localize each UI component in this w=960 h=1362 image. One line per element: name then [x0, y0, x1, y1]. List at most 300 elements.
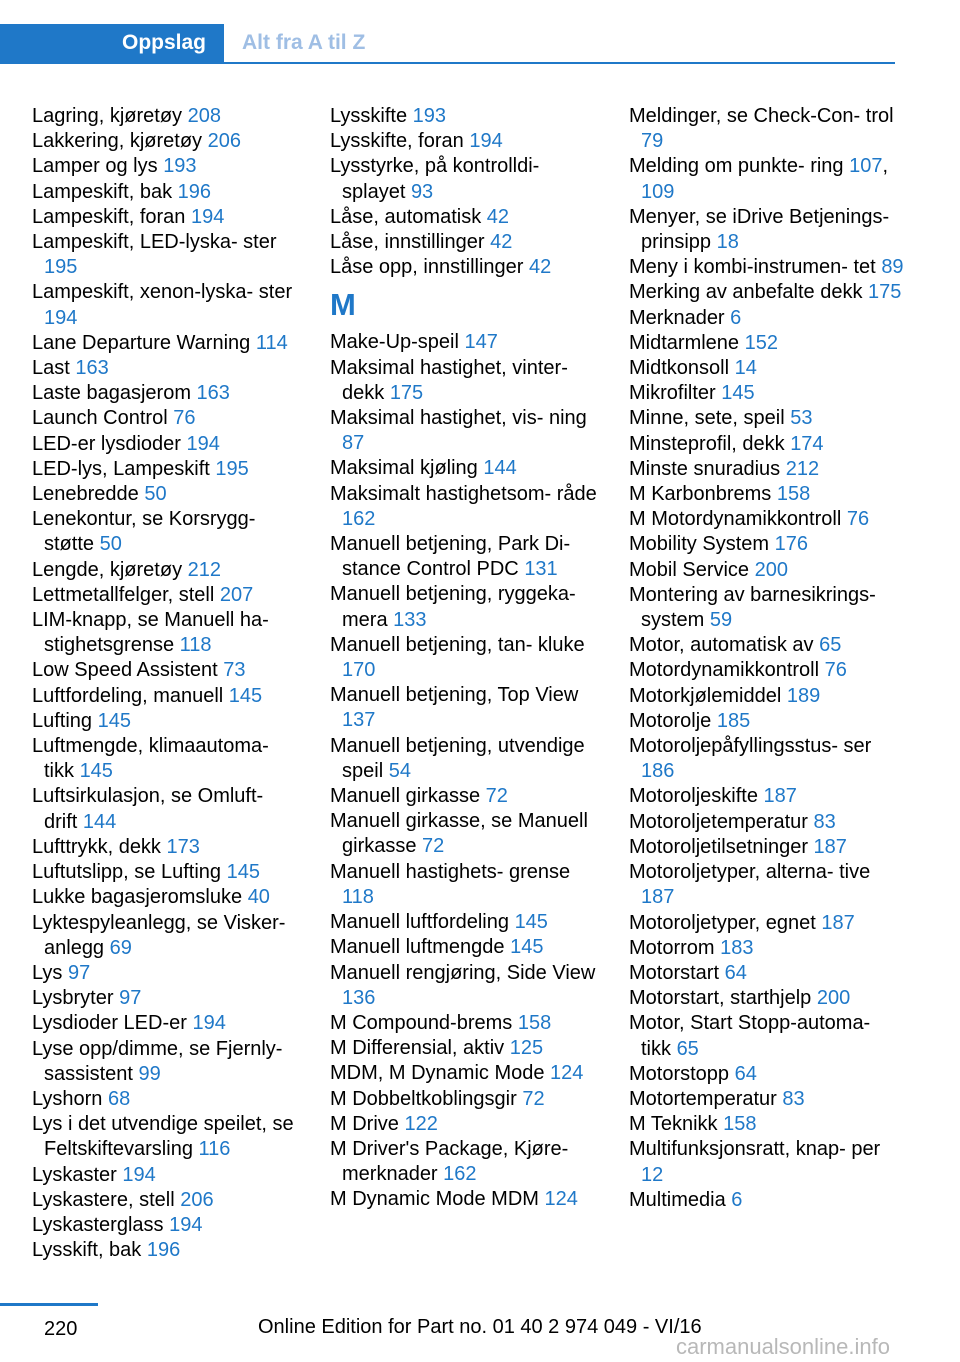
page-link[interactable]: 42 — [486, 205, 510, 228]
index-entry — [629, 356, 904, 381]
index-entry-text: Lysskifte, foran — [330, 130, 464, 153]
index-entry — [330, 935, 600, 960]
page-link[interactable]: 185 — [716, 709, 751, 732]
page-link[interactable]: 131 — [524, 558, 558, 581]
index-entry-text: Manuell betjening, Park Di‐ stance Control PDC — [330, 533, 571, 581]
index-entry — [629, 734, 904, 784]
index-entry-text: Lyktespyleanlegg, se Visker‐ anlegg — [32, 911, 286, 959]
page-link[interactable]: 83 — [813, 810, 836, 833]
index-entry-text: Låse, innstillinger — [330, 231, 485, 254]
index-entry — [32, 432, 302, 457]
index-entry-text: Mikrofilter — [629, 382, 716, 405]
index-entry — [32, 734, 302, 784]
page-link[interactable]: 124 — [550, 1062, 584, 1085]
index-entry-text: M Dobbeltkoblingsgir — [330, 1087, 517, 1110]
tab-oppslag[interactable] — [0, 24, 224, 62]
index-entry-text: Laste bagasjerom — [32, 382, 191, 405]
page-link[interactable]: 97 — [119, 987, 142, 1010]
page-link[interactable]: 194 — [192, 1012, 226, 1035]
index-entry — [32, 835, 302, 860]
index-entry-text: Maksimal hastighet, vinter‐ dekk — [330, 356, 568, 404]
index-entry — [32, 961, 302, 986]
index-entry — [629, 986, 904, 1011]
index-entry — [32, 1087, 302, 1112]
index-entry-text: Lufting — [32, 709, 93, 732]
page-link[interactable]: 89 — [881, 256, 904, 279]
index-entry — [629, 381, 904, 406]
page-link[interactable]: 65 — [676, 1037, 699, 1060]
index-entry-text: Låse opp, innstillinger — [330, 256, 524, 279]
page-link[interactable]: 53 — [790, 407, 813, 430]
page-link[interactable]: 69 — [109, 936, 132, 959]
page-link[interactable]: 193 — [163, 155, 197, 178]
index-entry — [629, 280, 904, 305]
index-entry — [32, 608, 302, 658]
page-link[interactable]: 158 — [723, 1113, 757, 1136]
index-entry-text: Lys i det utvendige speilet, se Feltskiftevarsling — [32, 1113, 294, 1161]
index-entry-text: Motoroljetemperatur — [629, 810, 808, 833]
index-entry-text: Maksimalt hastighetsom‐ råde — [330, 482, 597, 505]
index-entry — [32, 205, 302, 230]
page-link[interactable]: 72 — [485, 785, 508, 808]
page-link[interactable]: 109 — [641, 180, 675, 203]
index-entry-text: Luftmengde, klimaautoma‐ tikk — [32, 735, 269, 783]
page-link[interactable]: 133 — [393, 608, 427, 631]
page-link[interactable]: 196 — [177, 180, 212, 203]
index-entry — [629, 860, 904, 910]
index-entry — [629, 558, 904, 583]
index-entry-text: Midtkonsoll — [629, 357, 730, 380]
index-entry — [32, 507, 302, 557]
index-entry-text: Lettmetallfelger, stell — [32, 583, 215, 606]
page-link[interactable]: 14 — [734, 357, 757, 380]
index-entry — [629, 784, 904, 809]
index-entry — [330, 255, 600, 280]
index-entry — [32, 154, 302, 179]
index-entry — [32, 482, 302, 507]
page-link[interactable]: 79 — [641, 130, 664, 153]
page-link[interactable]: 93 — [410, 180, 434, 203]
tab-oppslag-label: Oppslag — [121, 31, 206, 54]
index-entry — [32, 860, 302, 885]
index-entry — [330, 734, 600, 784]
index-entry — [32, 331, 302, 356]
index-entry: Melding om punkte‐ ring 107, 109 — [629, 155, 889, 203]
page-link[interactable]: 145 — [514, 911, 548, 934]
page-link[interactable]: 99 — [138, 1062, 161, 1085]
index-entry-text: LED-lys, Lampeskift — [32, 457, 210, 480]
index-entry-text: M Differensial, aktiv — [330, 1037, 505, 1060]
page-link[interactable]: 87 — [342, 432, 365, 455]
page-link[interactable]: 206 — [180, 1188, 214, 1211]
index-entry — [32, 280, 302, 330]
page-link[interactable]: 116 — [198, 1138, 231, 1161]
index-entry-text: Maksimal kjøling — [330, 457, 478, 480]
page-link[interactable]: 195 — [44, 256, 78, 279]
index-entry-text: Low Speed Assistent — [32, 659, 218, 682]
page-link[interactable]: 162 — [443, 1163, 477, 1186]
index-entry — [330, 809, 600, 859]
index-entry-text: M Drive — [330, 1112, 399, 1135]
page-link[interactable]: 212 — [187, 558, 222, 581]
index-entry-text: Motoroljetyper, alterna‐ tive — [629, 861, 871, 884]
index-entry — [330, 1137, 600, 1187]
page-link[interactable]: 124 — [544, 1188, 578, 1211]
index-entry — [330, 330, 600, 355]
page-link[interactable]: 152 — [744, 331, 778, 354]
index-entry — [629, 1112, 904, 1137]
page-link[interactable]: 97 — [67, 961, 91, 984]
page-link[interactable]: 206 — [207, 130, 241, 153]
index-entry-text: M Teknikk — [629, 1113, 718, 1136]
index-entry-text: Manuell rengjøring, Side View — [330, 961, 596, 984]
index-entry — [629, 911, 904, 936]
index-entry-text: Meldinger, se Check-Con‐ trol — [629, 105, 894, 127]
index-entry-text: Luftsirkulasjon, se Omluft‐ drift — [32, 785, 264, 833]
index-entry-text: Minste snuradius — [629, 457, 781, 480]
index-entry-text: Lamper og lys — [32, 155, 158, 178]
index-entry-text: Lyshorn — [32, 1087, 103, 1110]
index-entry-text: Merknader — [629, 306, 725, 329]
page-link[interactable]: 107 — [849, 155, 883, 178]
index-entry-text: Merking av anbefalte dekk — [629, 281, 863, 304]
index-entry — [330, 683, 600, 733]
page-link[interactable]: 145 — [97, 709, 131, 732]
page-link[interactable]: 122 — [404, 1112, 438, 1135]
page-link[interactable]: 118 — [179, 634, 212, 657]
page-link[interactable]: 64 — [724, 961, 747, 984]
index-entry — [32, 1238, 302, 1263]
page-link[interactable]: 195 — [215, 457, 249, 480]
index-entry-text: Lyse opp/dimme, se Fjernly‐ sassistent — [32, 1037, 283, 1085]
page-link[interactable]: 194 — [190, 205, 225, 228]
index-section-letter: M — [330, 287, 356, 323]
index-entry-text: Motorkjølemiddel — [629, 684, 782, 707]
index-entry — [330, 1187, 600, 1212]
index-entry — [32, 230, 302, 280]
index-entry-text: M Driver's Package, Kjøre‐ merknader — [330, 1137, 569, 1186]
index-entry — [629, 205, 904, 255]
page-link[interactable]: 6 — [731, 1188, 743, 1211]
index-entry-text: Lampeskift, bak — [32, 180, 173, 203]
page-link[interactable]: 73 — [223, 659, 246, 682]
index-entry-text: M Compound-brems — [330, 1011, 513, 1034]
index-entry — [629, 583, 904, 633]
index-entry-text: Last — [32, 357, 70, 380]
index-entry-text: Motor, automatisk av — [629, 634, 814, 657]
page-link[interactable]: 144 — [82, 810, 117, 833]
index-entry-text: Manuell luftmengde — [330, 936, 505, 959]
index-entry — [330, 1011, 600, 1036]
page-link[interactable]: 42 — [490, 231, 513, 254]
index-entry — [629, 633, 904, 658]
index-entry-text: Lysskifte — [330, 105, 408, 127]
page-link[interactable]: 196 — [146, 1239, 181, 1262]
index-entry-text: M Karbonbrems — [629, 483, 772, 506]
index-entry-text: Midtarmlene — [629, 331, 740, 354]
index-entry — [330, 129, 600, 154]
index-entry — [32, 1112, 302, 1162]
index-entry — [32, 356, 302, 381]
index-entry-text: Lyskastere, stell — [32, 1188, 175, 1211]
page-link[interactable]: 187 — [641, 886, 675, 909]
index-entry-text: Minsteprofil, dekk — [629, 432, 785, 455]
index-entry-text: Manuell girkasse — [330, 785, 481, 808]
index-entry — [32, 381, 302, 406]
index-entry — [32, 406, 302, 431]
page-link[interactable]: 183 — [720, 936, 754, 959]
index-entry-text: Lampeskift, xenon-lyska‐ ster — [32, 281, 293, 304]
page-link[interactable]: 144 — [483, 457, 517, 480]
index-entry — [629, 482, 904, 507]
index-entry — [330, 482, 600, 532]
index-entry-text: Lampeskift, foran — [32, 205, 186, 228]
index-entry-text: Manuell betjening, Top View — [330, 684, 579, 707]
page-link[interactable]: 54 — [388, 759, 411, 782]
page-link[interactable]: 50 — [144, 483, 167, 506]
page-link[interactable]: 64 — [734, 1062, 757, 1085]
page-link[interactable]: 145 — [228, 684, 263, 707]
index-entry-text: Lysdioder LED-er — [32, 1012, 187, 1035]
index-entry — [32, 1011, 302, 1036]
page-link[interactable]: 170 — [342, 659, 376, 682]
index-entry — [330, 1036, 600, 1061]
page-link[interactable]: 76 — [173, 407, 196, 430]
index-entry — [629, 406, 904, 431]
index-entry — [32, 885, 302, 910]
index-entry-text: Lyskasterglass — [32, 1213, 164, 1236]
page-link[interactable]: 59 — [709, 609, 733, 632]
index-entry — [629, 306, 904, 331]
index-entry-text: Montering av barnesikrings‐ system — [629, 583, 876, 632]
page-link[interactable]: 193 — [412, 105, 446, 127]
index-entry — [32, 709, 302, 734]
page-number-bar — [0, 1303, 98, 1306]
page-link[interactable]: 173 — [166, 835, 200, 858]
index-entry — [629, 432, 904, 457]
page-link[interactable]: 175 — [868, 281, 902, 304]
index-entry-text: Lane Departure Warning — [32, 331, 251, 354]
page-link[interactable]: 42 — [529, 256, 552, 279]
page-link[interactable]: 145 — [226, 861, 260, 884]
page-link[interactable]: 145 — [510, 936, 544, 959]
page-link[interactable]: 163 — [196, 382, 230, 405]
index-entry — [330, 1061, 600, 1086]
index-entry — [330, 205, 600, 230]
index-entry — [330, 532, 600, 582]
tab-alt-fra-a-til-z[interactable]: Alt fra A til Z — [242, 31, 366, 54]
index-entry-text: Lampeskift, LED-lyska‐ ster — [32, 231, 277, 254]
page-link[interactable]: 147 — [464, 331, 498, 354]
edition-footer: Online Edition for Part no. 01 40 2 974 049 - VI/16 — [258, 1316, 702, 1338]
page-link[interactable]: 136 — [342, 986, 376, 1009]
page-link[interactable]: 12 — [641, 1163, 664, 1186]
page-link[interactable]: 162 — [342, 507, 376, 530]
index-entry-text: Motorstart — [629, 961, 720, 984]
index-entry — [330, 582, 600, 632]
index-entry — [330, 104, 600, 129]
page-link[interactable]: 194 — [44, 306, 78, 329]
index-entry — [32, 1037, 302, 1087]
page-link[interactable]: 194 — [169, 1213, 203, 1236]
index-entry — [629, 457, 904, 482]
index-entry-text: LIM-knapp, se Manuell ha‐ stighetsgrense — [32, 609, 269, 657]
page-link[interactable]: 200 — [754, 558, 788, 581]
index-entry-text: Menyer, se iDrive Betjenings‐ prinsipp — [629, 205, 890, 254]
index-entry — [32, 1213, 302, 1238]
index-entry — [32, 104, 302, 129]
index-entry — [629, 532, 904, 557]
index-entry — [32, 583, 302, 608]
index-entry — [32, 558, 302, 583]
page-link[interactable]: 137 — [342, 709, 376, 732]
index-entry-text: Maksimal hastighet, vis‐ ning — [330, 407, 587, 430]
index-entry-text: Motorstart, starthjelp — [629, 987, 812, 1010]
page-link[interactable]: 200 — [816, 987, 851, 1010]
index-entry-text: Launch Control — [32, 407, 168, 430]
index-entry — [629, 1087, 904, 1112]
index-column-2 — [330, 104, 600, 1213]
index-entry-text: Manuell hastighets‐ grense — [330, 860, 571, 883]
index-entry-text: Melding om punkte‐ ring — [629, 155, 844, 178]
watermark: carmanualsonline.info — [675, 1334, 890, 1359]
index-entry-text: Motoroljetyper, egnet — [629, 911, 816, 934]
page-link[interactable]: 72 — [422, 835, 445, 858]
page-link[interactable]: 189 — [786, 684, 821, 707]
index-entry — [629, 1188, 904, 1213]
page-link[interactable]: 83 — [782, 1087, 805, 1110]
index-entry-text: Motoroljepåfyllingsstus‐ ser — [629, 735, 872, 758]
page-link[interactable]: 175 — [389, 381, 424, 404]
index-entry-text: Låse, automatisk — [330, 205, 482, 228]
page-link[interactable]: 194 — [469, 130, 503, 153]
index-entry-text: Multifunksjonsratt, knap‐ per — [629, 1138, 881, 1161]
page-link[interactable]: 187 — [763, 785, 797, 808]
index-entry — [330, 961, 600, 1011]
index-entry — [629, 255, 904, 280]
index-entry — [32, 986, 302, 1011]
index-entry-text: Lenekontur, se Korsrygg‐ støtte — [32, 508, 256, 556]
index-entry-text: Motordynamikkontroll — [629, 659, 820, 682]
index-entry — [629, 684, 904, 709]
index-entry — [629, 936, 904, 961]
index-entry-text: Lenebredde — [32, 483, 139, 506]
index-entry — [32, 457, 302, 482]
index-entry-text: Motoroljeskifte — [629, 785, 758, 808]
page-link[interactable]: 6 — [730, 306, 742, 329]
index-entry-text: Luftfordeling, manuell — [32, 684, 224, 707]
page-link[interactable]: 145 — [79, 760, 113, 783]
page-link[interactable]: 18 — [716, 231, 739, 254]
index-entry-text: Manuell betjening, tan‐ kluke — [330, 633, 585, 656]
page-link[interactable]: 194 — [186, 432, 220, 455]
index-entry — [629, 709, 904, 734]
index-entry-text: Motortemperatur — [629, 1087, 777, 1110]
page-link[interactable]: 187 — [821, 911, 855, 934]
index-entry — [330, 910, 600, 935]
page-link[interactable]: 194 — [122, 1163, 156, 1186]
page-link[interactable]: 145 — [721, 382, 755, 405]
index-entry — [330, 230, 600, 255]
page-link[interactable]: 176 — [774, 533, 808, 556]
index-entry — [330, 1087, 600, 1112]
index-entry — [330, 860, 600, 910]
page-number: 220 — [44, 1318, 78, 1340]
index-entry-text: M Motordynamikkontroll — [629, 508, 842, 531]
index-entry-text: Mobility System — [629, 533, 770, 556]
page-link[interactable]: 125 — [509, 1037, 544, 1060]
page-link[interactable]: 50 — [99, 533, 122, 556]
page-link[interactable]: 68 — [107, 1087, 131, 1110]
index-entry — [629, 810, 904, 835]
header-tab-bar — [0, 24, 895, 64]
index-entry — [330, 784, 600, 809]
page-link[interactable]: 158 — [517, 1011, 552, 1034]
index-entry-text: Minne, sete, speil — [629, 407, 785, 430]
page-link[interactable]: 76 — [846, 508, 870, 531]
index-entry — [32, 129, 302, 154]
page-link[interactable]: 114 — [255, 331, 288, 354]
index-entry-text: Lufttrykk, dekk — [32, 835, 161, 858]
page-link[interactable]: 158 — [776, 483, 811, 506]
index-entry-text: Motorolje — [629, 709, 712, 732]
index-entry-text: M Dynamic Mode MDM — [330, 1188, 539, 1211]
index-entry-text: Lukke bagasjeromsluke — [32, 886, 243, 909]
index-entry — [330, 406, 600, 456]
index-entry — [330, 1112, 600, 1137]
index-entry-text: Lakkering, kjøretøy — [32, 130, 203, 153]
index-entry-text: LED-er lysdioder — [32, 432, 181, 455]
page-link[interactable]: 212 — [785, 457, 820, 480]
index-entry — [629, 331, 904, 356]
index-entry-text: Meny i kombi-instrumen‐ tet — [629, 256, 876, 279]
index-entry — [32, 911, 302, 961]
index-entry-text: Mobil Service — [629, 558, 750, 581]
index-entry — [629, 1062, 904, 1087]
index-entry — [32, 684, 302, 709]
index-entry — [32, 1163, 302, 1188]
page-link[interactable]: 207 — [219, 583, 254, 606]
page-link[interactable]: 65 — [819, 634, 842, 657]
page-link[interactable]: 76 — [824, 659, 847, 682]
index-entry — [629, 1011, 904, 1061]
index-entry-text: Multimedia — [629, 1188, 726, 1211]
index-entry — [629, 835, 904, 860]
index-entry-text: Lagring, kjøretøy — [32, 105, 183, 127]
index-entry — [330, 633, 600, 683]
index-entry-text: MDM, M Dynamic Mode — [330, 1062, 545, 1085]
page-link[interactable]: 174 — [790, 432, 824, 455]
page-link[interactable]: 118 — [342, 885, 374, 908]
page-link[interactable]: 187 — [813, 835, 847, 858]
index-entry-text: Manuell luftfordeling — [330, 911, 509, 934]
page-link[interactable]: 186 — [641, 760, 675, 783]
index-entry-text: Lyskaster — [32, 1163, 117, 1186]
index-entry — [32, 180, 302, 205]
page-link[interactable]: 40 — [247, 886, 270, 909]
page-link[interactable]: 208 — [187, 105, 221, 127]
index-entry — [330, 456, 600, 481]
index-entry-text: Motor, Start Stopp-automa‐ tikk — [629, 1012, 871, 1060]
index-entry-text: Manuell girkasse, se Manuell girkasse — [330, 810, 588, 858]
page-link[interactable]: 72 — [522, 1087, 545, 1110]
index-entry-text: Luftutslipp, se Lufting — [32, 861, 222, 884]
page-link[interactable]: 163 — [75, 357, 109, 380]
index-entry-text: Manuell betjening, utvendige speil — [330, 734, 585, 782]
index-entry-text: Lysstyrke, på kontrolldi‐ splayet — [330, 155, 540, 203]
index-entry-text: Lengde, kjøretøy — [32, 558, 183, 581]
index-entry-text: Motorstopp — [629, 1062, 730, 1085]
